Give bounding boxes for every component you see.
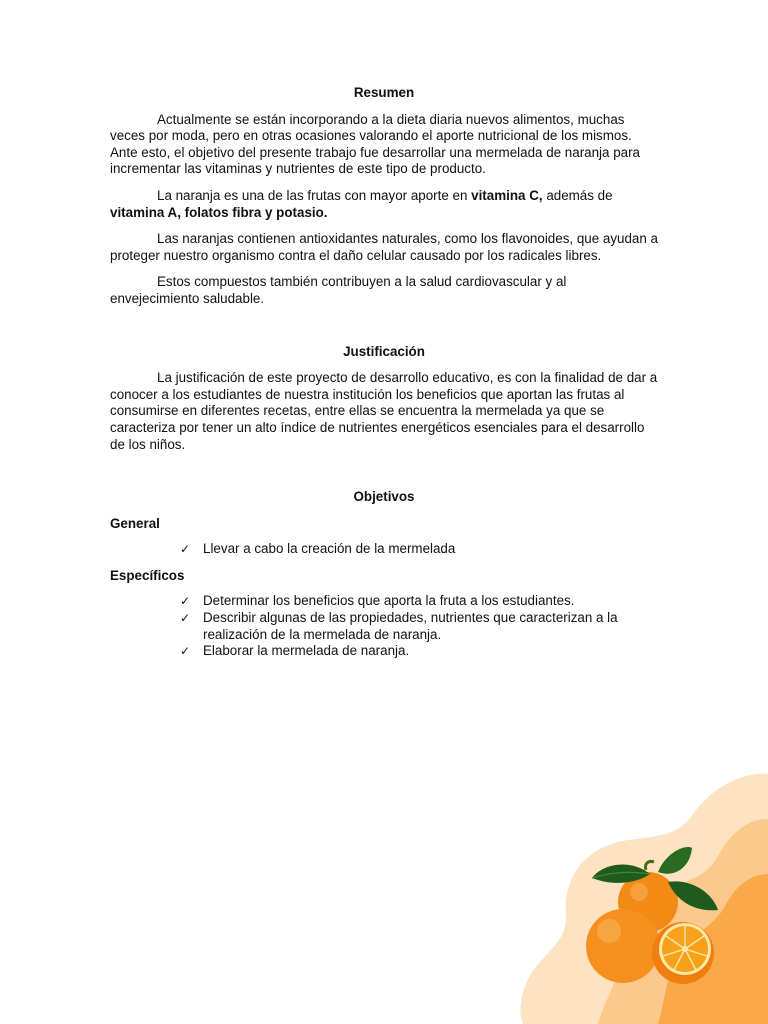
general-list: [110, 541, 658, 558]
text-run: además de: [542, 187, 613, 203]
objetivos-especificos-label: Específicos: [110, 567, 185, 583]
section-title-objetivos: Objetivos: [353, 489, 415, 505]
list-item-text: Llevar a cabo la creación de la mermelada: [203, 541, 456, 557]
section-title-justificacion: Justificación: [343, 343, 425, 359]
list-item: [180, 610, 658, 643]
section-title-resumen: Resumen: [353, 85, 415, 100]
especificos-list: [110, 593, 658, 659]
checkmark-icon: ✓: [180, 594, 191, 609]
list-item: [180, 643, 658, 660]
text-run: La naranja es una de las frutas con mayor aporte en: [157, 187, 472, 203]
bold-text-vitamina-c: vitamina C,: [471, 187, 543, 203]
resumen-paragraph-1: Actualmente se están incorporando a la dieta diaria nuevos alimentos, muchas veces por moda, pero en otras ocasiones valorando el aporte nutricional de los mismos. Ante esto, el objetivo del presente trabajo fue desarrollar una mermelada de naranja para incrementar las vitaminas y nutrientes de este tipo de producto.: [110, 111, 641, 177]
objetivos-general-label: General: [110, 515, 160, 531]
bold-text-nutrients: vitamina A, folatos fibra y potasio.: [110, 204, 328, 220]
checkmark-icon: ✓: [180, 611, 191, 626]
checkmark-icon: ✓: [180, 542, 191, 557]
list-item: [180, 541, 658, 558]
oranges-illustration-icon: [508, 774, 768, 1024]
resumen-paragraph-3: Las naranjas contienen antioxidantes naturales, como los flavonoides, que ayudan a proteger nuestro organismo contra el daño celular causado por los radicales libres.: [110, 231, 658, 263]
list-item-text: Describir algunas de las propiedades, nutrientes que caracterizan a la realización de la mermelada de naranja.: [203, 610, 618, 642]
list-item-text: Determinar los beneficios que aporta la fruta a los estudiantes.: [203, 593, 575, 609]
checkmark-icon: ✓: [180, 644, 191, 659]
document-body: [110, 85, 658, 660]
justificacion-paragraph: La justificación de este proyecto de desarrollo educativo, es con la finalidad de dar a conocer a los estudiantes de nuestra institución los beneficios que aportan las frutas al consumirse en diferentes recetas, entre ellas se encuentra la mermelada ya que se caracteriza por tener un alto índice de nutrientes energéticos esenciales para el desarrollo de los niños.: [110, 370, 658, 452]
resumen-paragraph-4: Estos compuestos también contribuyen a la salud cardiovascular y al envejecimiento saludable.: [110, 274, 567, 306]
resumen-paragraph-2: [110, 188, 658, 221]
list-item-text: Elaborar la mermelada de naranja.: [203, 643, 410, 659]
list-item: [180, 593, 658, 610]
